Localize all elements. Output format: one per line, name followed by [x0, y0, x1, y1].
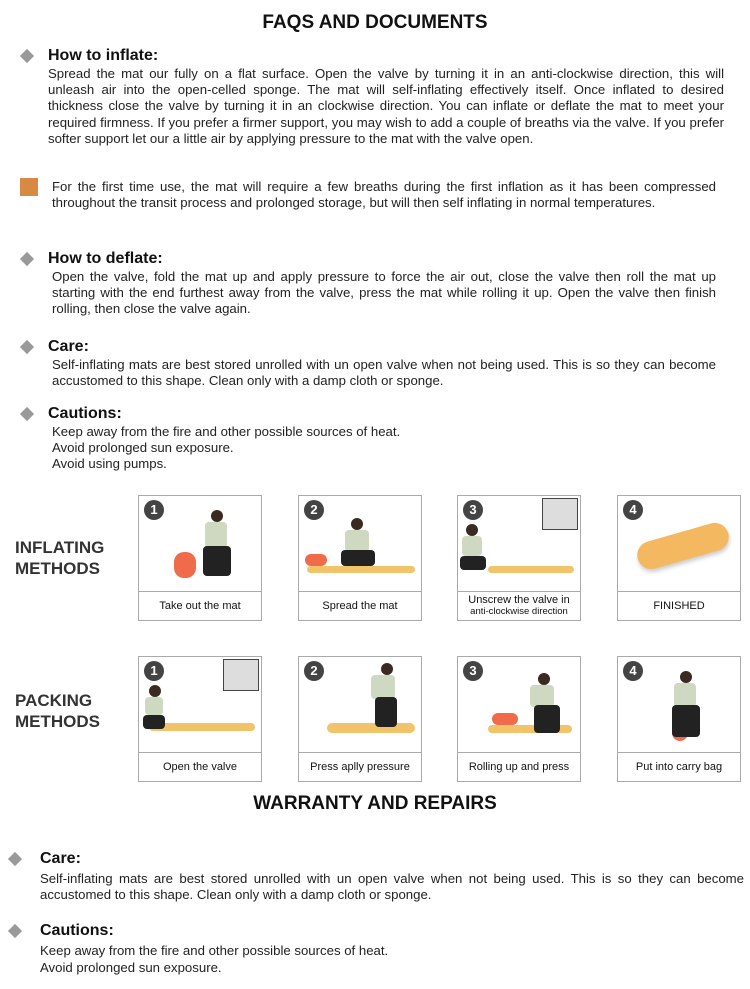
- inflating-label-line1: INFLATING: [15, 538, 105, 557]
- step-caption: Take out the mat: [139, 591, 261, 620]
- warranty-caution-line: Keep away from the fire and other possible sources of heat.: [40, 943, 389, 958]
- inflate-step-card: [298, 495, 422, 621]
- step-caption: Spread the mat: [299, 591, 421, 620]
- deflate-heading-row: [22, 250, 163, 268]
- warranty-care-text: Self-inflating mats are best stored unrolled with un open valve when not being used. This is so they can become accustomed to this shape. Clean only with a damp cloth or sponge.: [40, 871, 744, 903]
- inflated-mat: [634, 520, 732, 573]
- bullet-diamond-icon: [20, 49, 34, 63]
- pack-step-card: [457, 656, 581, 782]
- cautions-heading-row: [22, 405, 122, 423]
- flat-mat: [488, 566, 574, 573]
- inflate-step-card: [457, 495, 581, 621]
- step-number-badge: 1: [144, 661, 164, 681]
- valve-inset-icon: [542, 498, 578, 530]
- bullet-diamond-icon: [20, 252, 34, 266]
- care-heading: Care:: [48, 338, 89, 355]
- flat-mat: [327, 723, 415, 733]
- cautions-heading: Cautions:: [48, 405, 122, 422]
- warranty-cautions-heading-row: [10, 922, 114, 940]
- bullet-diamond-icon: [8, 852, 22, 866]
- step-caption: Open the valve: [139, 752, 261, 781]
- step-caption-line2: anti-clockwise direction: [470, 606, 568, 617]
- step-number-badge: 4: [623, 661, 643, 681]
- warranty-care-heading: Care:: [40, 850, 81, 867]
- inflating-label-line2: METHODS: [15, 559, 100, 578]
- step-caption: Put into carry bag: [618, 752, 740, 781]
- flat-mat: [307, 566, 415, 573]
- caution-line: Keep away from the fire and other possible sources of heat.: [52, 424, 401, 439]
- step-number-badge: 2: [304, 500, 324, 520]
- warranty-care-heading-row: [10, 850, 81, 868]
- warranty-title: WARRANTY AND REPAIRS: [253, 793, 497, 814]
- warranty-cautions-heading: Cautions:: [40, 922, 114, 939]
- note-square-icon: [20, 178, 38, 196]
- care-heading-row: [22, 338, 89, 356]
- bullet-diamond-icon: [20, 340, 34, 354]
- inflate-step-card: [617, 495, 741, 621]
- pack-step-card: [138, 656, 262, 782]
- note-marker: [20, 178, 38, 196]
- packing-methods-label: [15, 690, 100, 732]
- rolled-mat: [174, 552, 196, 578]
- caution-line: Avoid prolonged sun exposure.: [52, 440, 234, 455]
- inflate-text: Spread the mat our fully on a flat surface. Open the valve by turning it in an anti-clockwise direction, this will unleash air into the open-celled sponge. The mat will self-inflating effectively itself. Once inflated to desired thickness close the valve by turning it in an clockwise direction. You can inflate or deflate the mat to meet your required firmness. If you prefer a firmer support, you may wish to add a couple of breaths via the valve. If you prefer softer support let our a little air by applying pressure to the mat with the valve open.: [48, 66, 724, 146]
- packing-label-line2: METHODS: [15, 712, 100, 731]
- valve-inset-icon: [223, 659, 259, 691]
- deflate-text: Open the valve, fold the mat up and apply pressure to force the air out, close the valve then roll the mat up starting with the end furthest away from the valve, press the mat while rolling it up. Open the valve then finish rolling, then close the valve again.: [52, 269, 716, 317]
- step-caption: [458, 591, 580, 620]
- inflate-heading-row: [22, 47, 158, 65]
- faq-title: FAQS AND DOCUMENTS: [262, 12, 488, 33]
- pack-step-card: [298, 656, 422, 782]
- step-number-badge: 2: [304, 661, 324, 681]
- bag: [305, 554, 327, 566]
- step-caption: Rolling up and press: [458, 752, 580, 781]
- step-number-badge: 1: [144, 500, 164, 520]
- step-number-badge: 3: [463, 500, 483, 520]
- step-number-badge: 4: [623, 500, 643, 520]
- inflate-heading: How to inflate:: [48, 47, 159, 64]
- warranty-caution-line: Avoid prolonged sun exposure.: [40, 960, 222, 975]
- bullet-diamond-icon: [8, 924, 22, 938]
- packing-label-line1: PACKING: [15, 691, 93, 710]
- care-text: Self-inflating mats are best stored unrolled with un open valve when not being used. This is so they can become accustomed to this shape. Clean only with a damp cloth or sponge.: [52, 357, 716, 389]
- step-caption: FINISHED: [618, 591, 740, 620]
- bullet-diamond-icon: [20, 407, 34, 421]
- deflate-heading: How to deflate:: [48, 250, 163, 267]
- step-number-badge: 3: [463, 661, 483, 681]
- pack-step-card: [617, 656, 741, 782]
- step-caption-line1: Unscrew the valve in: [468, 594, 570, 606]
- rolled-mat: [492, 713, 518, 725]
- caution-line: Avoid using pumps.: [52, 456, 167, 471]
- step-caption: Press aplly pressure: [299, 752, 421, 781]
- inflate-step-card: [138, 495, 262, 621]
- note-text: For the first time use, the mat will require a few breaths during the first inflation as it has been compressed throughout the transit process and prolonged storage, but will then self inflating in normal temperatures.: [52, 179, 716, 211]
- inflating-methods-label: [15, 537, 104, 579]
